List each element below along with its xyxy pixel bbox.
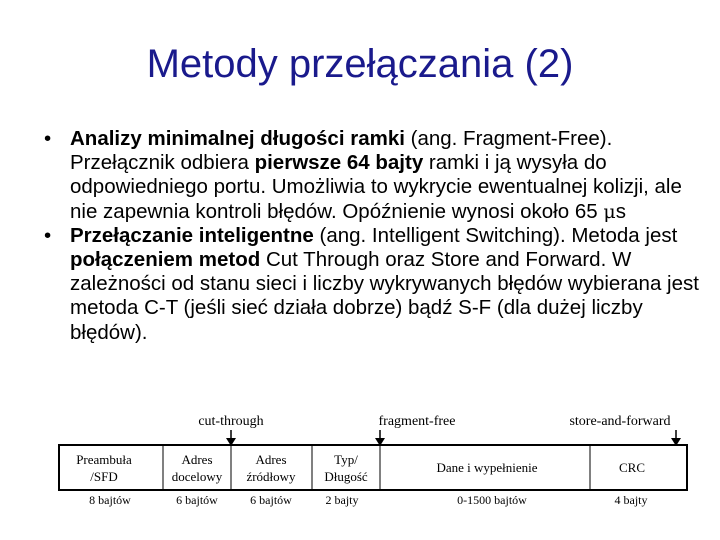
- bullet-list: [40, 127, 700, 345]
- marker-label-store-and-forward: store-and-forward: [569, 414, 671, 429]
- field-size-data: 0-1500 bajtów: [457, 493, 527, 507]
- bullet-intelligent-switching: [40, 224, 700, 345]
- bullet-bold-term: pierwsze 64 bajty: [254, 151, 424, 175]
- ethernet-frame-diagram: [0, 400, 720, 520]
- mu-symbol: μ: [603, 200, 616, 223]
- bullet-text: ramki i ją wysyła do odpowiedniego portu. Umożliwia to wykrycie ewentualnej kolizji, ale nie zapewnia kontroli błędów. Opóźnienie wynosi około 65: [70, 151, 682, 223]
- bullet-bold-term: Przełączanie inteligentne: [70, 223, 314, 247]
- bullet-icon: •: [44, 127, 52, 150]
- slide-title: Metody przełączania (2): [146, 42, 574, 86]
- field-size-dest: 6 bajtów: [176, 493, 218, 507]
- field-preamble-line2: /SFD: [90, 469, 118, 484]
- field-src-line2: źródłowy: [246, 469, 296, 484]
- bullet-text: (ang. Fragment-Free). Przełącznik odbiera: [70, 127, 613, 175]
- bullet-bold-term: Analizy minimalnej długości ramki: [70, 127, 405, 150]
- field-type-line2: Długość: [324, 469, 368, 484]
- bullet-fragment-free: [40, 127, 700, 224]
- frame-box: [59, 445, 687, 490]
- bullet-text: Cut Through oraz Store and Forward. W zależności od stanu sieci i liczby wykrywanych błędów wybierana jest metoda C-T (jeśli sieć działa dobrze) bądź S-F (dla dużej liczby błędów).: [70, 248, 699, 344]
- field-src-line1: Adres: [255, 452, 287, 467]
- field-dest-line1: Adres: [181, 452, 213, 467]
- bullet-text: s: [615, 199, 626, 223]
- bullet-icon: •: [44, 223, 52, 247]
- field-preamble-line1: Preambuła: [76, 452, 132, 467]
- bullet-text: (ang. Intelligent Switching). Metoda jest: [313, 223, 678, 247]
- field-data-label: Dane i wypełnienie: [436, 460, 538, 475]
- field-crc-label: CRC: [618, 460, 646, 475]
- marker-label-cut-through: cut-through: [198, 414, 264, 429]
- field-size-type: 2 bajty: [325, 493, 359, 507]
- field-type-line1: Typ/: [334, 452, 358, 467]
- field-size-preamble: 8 bajtów: [89, 493, 131, 507]
- marker-label-fragment-free: fragment-free: [378, 414, 456, 429]
- field-size-crc: 4 bajty: [614, 493, 648, 507]
- field-size-src: 6 bajtów: [250, 493, 292, 507]
- field-dest-line2: docelowy: [171, 469, 223, 484]
- bullet-bold-term: połączeniem metod: [70, 248, 261, 272]
